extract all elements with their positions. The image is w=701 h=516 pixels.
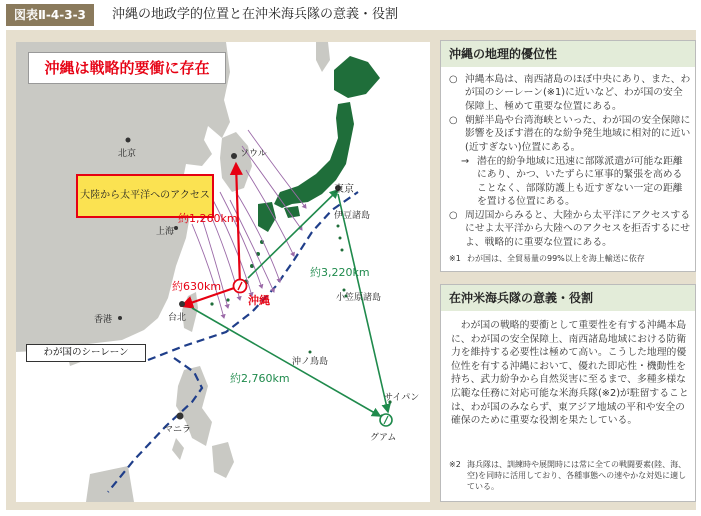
panel-geographic-advantage [440, 40, 696, 272]
panel2-heading: 在沖米海兵隊の意義・役割 [441, 285, 695, 311]
route-tokyo-guam [338, 194, 388, 412]
sakhalin [316, 42, 330, 72]
panel1-note: ※1 わが国は、全貿易量の99%以上を海上輸送に依存 [449, 254, 645, 263]
label-ogasawara: 小笠原諸島 [336, 293, 382, 303]
figure-label: 図表Ⅱ-4-3-3 [6, 4, 94, 26]
label-okinawa: 沖縄 [248, 294, 270, 307]
continent-access-box: 大陸から太平洋へのアクセス [76, 174, 214, 218]
panel1-item-1: ○ 沖縄本島は、南西諸島のほぼ中央にあり、また、わが国のシーレーン(※1)に近いなど、わが国の安全保障上、極めて重要な位置にある。 [449, 74, 691, 112]
panel1-item-4: ○ 周辺国からみると、大陸から太平洋にアクセスするにせよ太平洋から大陸へのアクセスを拒否するにせよ、戦略的に重要な位置にある。 [449, 210, 691, 248]
label-tokyo: 東京 [334, 184, 354, 195]
label-seoul: ソウル [240, 149, 267, 159]
panel2-note: ※2 海兵隊は、訓練時や展開時には常に全ての戦闘要素(陸、海、空)を同時に活用しており、各種事態への速やかな対処に適している。 [449, 460, 687, 491]
sea-lane-label: わが国のシーレーン [26, 344, 146, 362]
label-okinotori: 沖ノ鳥島 [292, 357, 329, 367]
distance-tokyo: 約3,220km [310, 266, 370, 279]
japan-kyushu [258, 202, 276, 232]
panel1-item-2: ○ 朝鮮半島や台湾海峡といった、わが国の安全保障に影響を及ぼす潜在的な紛争発生地域に相対的に近い(近すぎない)位置にある。 [449, 115, 691, 153]
panel-marines-role [440, 284, 696, 502]
label-saipan: サイパン [384, 393, 420, 403]
label-beijing: 北京 [118, 149, 137, 159]
route-taipei-guam [192, 308, 380, 416]
figure-header [6, 4, 696, 26]
label-shanghai: 上海 [156, 227, 175, 237]
distance-seoul: 約1,260km [178, 212, 238, 225]
map [16, 42, 430, 502]
label-manila: マニラ [164, 425, 192, 435]
borneo-coast [86, 466, 134, 502]
distance-taipei: 約630km [172, 280, 222, 293]
distance-guam: 約2,760km [230, 372, 290, 385]
label-taipei: 台北 [168, 313, 187, 323]
strategic-title: 沖縄は戦略的要衝に存在 [28, 52, 226, 84]
panel1-item-3: → 潜在的紛争地域に迅速に部隊派遣が可能な距離にあり、かつ、いたずらに軍事的緊張を高めることなく、部隊防護上も近すぎない一定の距離を置ける位置にある。 [461, 156, 683, 208]
label-hongkong: 香港 [94, 315, 113, 325]
label-guam: グアム [370, 433, 397, 443]
pacific-islands [309, 225, 392, 418]
panel1-heading: 沖縄の地理的優位性 [441, 41, 695, 67]
japan-hokkaido [334, 56, 380, 98]
label-izu: 伊豆諸島 [334, 211, 371, 221]
panel2-body: わが国の戦略的要衝として重要性を有する沖縄本島に、わが国の安全保障上、南西諸島地域における防衛力を維持する必要性は極めて高い。こうした地理的優位性を有する沖縄において、優れた即応性・機動性を持ち、武力紛争から自然災害に至るまで、多種多様な広範な任務に対応可能な米海兵隊(※2)が駐留することは、わが国のみならず、東アジア地域の平和や安全の確保のために重要な役割を果たしている。 [451, 320, 689, 427]
figure-title: 沖縄の地政学的位置と在沖米海兵隊の意義・役割 [112, 7, 399, 22]
